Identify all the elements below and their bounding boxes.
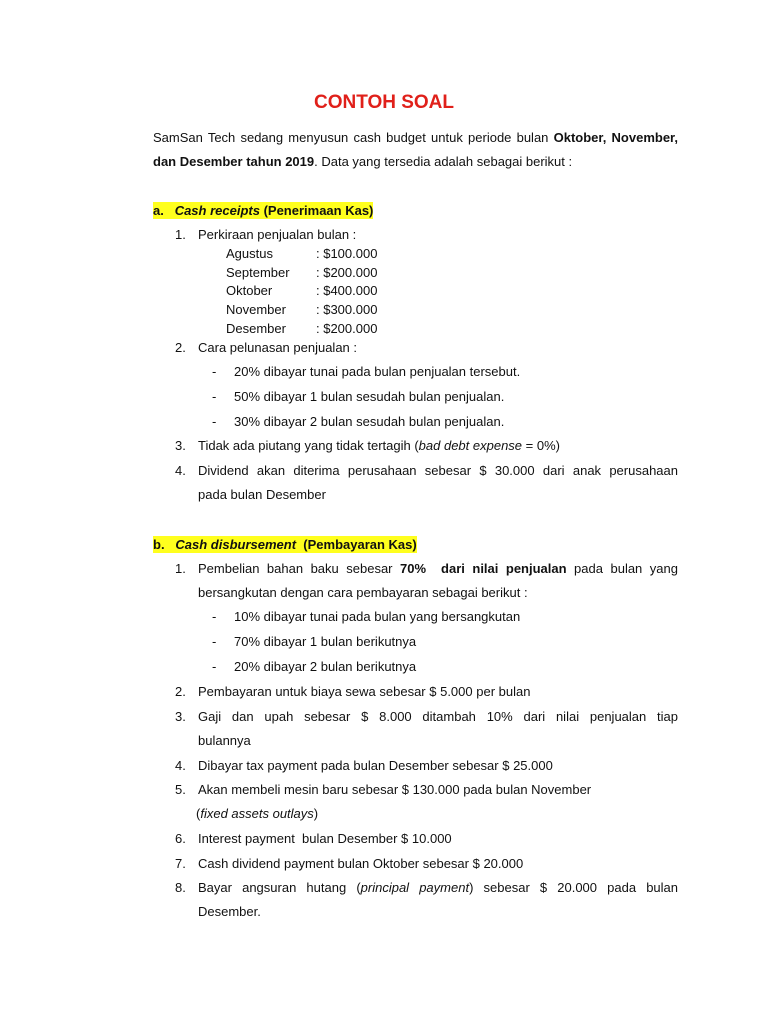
sales-value: : $200.000	[316, 321, 378, 336]
sales-month: September	[226, 265, 290, 280]
a-item-2-sub: 50% dibayar 1 bulan sesudah bulan penjualan.	[234, 389, 505, 404]
b-item-1-line-2: bersangkutan dengan cara pembayaran sebagai berikut :	[198, 585, 528, 600]
b-item-1-number: 1.	[175, 561, 186, 576]
b-item-4-number: 4.	[175, 758, 186, 773]
a-item-4-number: 4.	[175, 463, 186, 478]
b-item-8-number: 8.	[175, 880, 186, 895]
sales-value: : $300.000	[316, 302, 378, 317]
sales-month: Agustus	[226, 246, 273, 261]
a-item-1-text: Perkiraan penjualan bulan :	[198, 227, 357, 242]
sales-value: : $400.000	[316, 283, 378, 298]
section-b-title-italic: Cash disbursement	[175, 537, 297, 552]
dash-bullet: -	[212, 389, 217, 404]
section-a-highlight	[153, 202, 373, 219]
a-item-1-number: 1.	[175, 227, 186, 242]
dash-bullet: -	[212, 659, 217, 674]
section-b-highlight	[153, 536, 417, 553]
section-a-title-rest: (Penerimaan Kas)	[259, 203, 374, 218]
a-item-3-t2: = 0%)	[522, 438, 560, 453]
section-a-letter: a.	[153, 203, 164, 218]
intro-text-2: . Data yang tersedia adalah sebagai berikut :	[314, 154, 573, 169]
a-item-3-text	[198, 438, 560, 453]
b-item-1-sub: 10% dibayar tunai pada bulan yang bersangkutan	[234, 609, 521, 624]
intro-paragraph	[153, 126, 678, 174]
b-item-3-number: 3.	[175, 709, 186, 724]
b-item-7-number: 7.	[175, 856, 186, 871]
section-b-heading	[153, 536, 417, 553]
b-item-6-text: Interest payment bulan Desember $ 10.000	[198, 831, 452, 846]
b-item-1-line-1	[198, 561, 678, 576]
dash-bullet: -	[212, 634, 217, 649]
b-item-5-italic: fixed assets outlays	[200, 806, 314, 821]
sales-value: : $200.000	[316, 265, 378, 280]
a-item-2-sub: 30% dibayar 2 bulan sesudah bulan penjualan.	[234, 414, 505, 429]
b-item-2-number: 2.	[175, 684, 186, 699]
b-item-8-italic: principal payment	[360, 880, 470, 895]
a-item-3-t1: Tidak ada piutang yang tidak tertagih (	[198, 438, 419, 453]
b-item-3-line-1: Gaji dan upah sebesar $ 8.000 ditambah 10% dari nilai penjualan tiap	[198, 709, 678, 724]
b-item-5-paren-open: (	[196, 806, 201, 821]
b-item-4-text: Dibayar tax payment pada bulan Desember sebesar $ 25.000	[198, 758, 553, 773]
b-item-8-line-1	[198, 880, 678, 895]
b-item-1-sub: 70% dibayar 1 bulan berikutnya	[234, 634, 417, 649]
section-a-title-italic: Cash receipts	[174, 203, 260, 218]
dash-bullet: -	[212, 414, 217, 429]
b-item-8-t2: ) sebesar $ 20.000 pada bulan	[469, 880, 678, 895]
dash-bullet: -	[212, 609, 217, 624]
sales-value: : $100.000	[316, 246, 378, 261]
b-item-8-t1: Bayar angsuran hutang (	[198, 880, 361, 895]
a-item-2-number: 2.	[175, 340, 186, 355]
a-item-4-line-2: pada bulan Desember	[198, 487, 326, 502]
b-item-8-line-2: Desember.	[198, 904, 261, 919]
b-item-1-sub: 20% dibayar 2 bulan berikutnya	[234, 659, 417, 674]
a-item-3-italic: bad debt expense	[418, 438, 523, 453]
dash-bullet: -	[212, 364, 217, 379]
b-item-1-t2: pada bulan yang	[566, 561, 678, 576]
a-item-3-number: 3.	[175, 438, 186, 453]
b-item-6-number: 6.	[175, 831, 186, 846]
section-b-title-rest: (Pembayaran Kas)	[296, 537, 417, 552]
b-item-5-paren-close: )	[313, 806, 319, 821]
sales-month: Oktober	[226, 283, 273, 298]
section-a-heading	[153, 202, 373, 219]
a-item-4-line-1: Dividend akan diterima perusahaan sebesar $ 30.000 dari anak perusahaan	[198, 463, 678, 478]
intro-text-1: SamSan Tech sedang menyusun cash budget untuk periode bulan	[153, 130, 554, 145]
section-b-letter: b.	[153, 537, 165, 552]
a-item-2-sub: 20% dibayar tunai pada bulan penjualan tersebut.	[234, 364, 521, 379]
sales-month: Desember	[226, 321, 286, 336]
intro-bold: Oktober, November, dan Desember tahun 2019	[153, 130, 679, 169]
b-item-5-line-2	[196, 806, 318, 821]
b-item-5-number: 5.	[175, 782, 186, 797]
page-title: CONTOH SOAL	[313, 92, 455, 113]
b-item-5-line-1: Akan membeli mesin baru sebesar $ 130.000 pada bulan November	[198, 782, 592, 797]
b-item-1-t1: Pembelian bahan baku sebesar	[198, 561, 401, 576]
b-item-2-text: Pembayaran untuk biaya sewa sebesar $ 5.000 per bulan	[198, 684, 531, 699]
b-item-3-line-2: bulannya	[198, 733, 251, 748]
a-item-2-text: Cara pelunasan penjualan :	[198, 340, 358, 355]
b-item-1-bold: 70% dari nilai penjualan	[400, 561, 567, 576]
sales-month: November	[226, 302, 286, 317]
b-item-7-text: Cash dividend payment bulan Oktober sebesar $ 20.000	[198, 856, 524, 871]
